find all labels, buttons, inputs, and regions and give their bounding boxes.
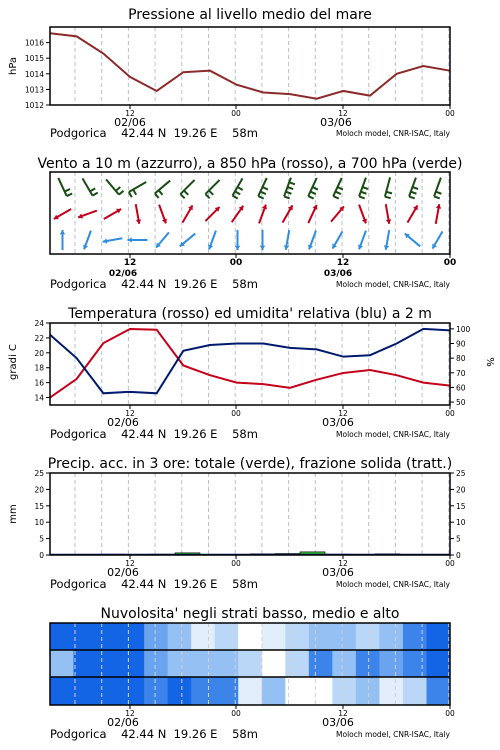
x-tick-label: 12	[125, 409, 135, 418]
pressure-location: Podgorica 42.44 N 19.26 E 58m	[50, 126, 258, 140]
wind-barb	[260, 192, 265, 195]
wind-barb	[335, 192, 340, 195]
wind-barb	[235, 191, 240, 194]
pressure-frame	[50, 27, 450, 105]
wind-barb	[361, 192, 367, 194]
temperature-series-line	[50, 329, 450, 398]
wind-barb	[411, 192, 417, 194]
x-tick-label: 12	[338, 409, 348, 418]
wind-xticks	[124, 254, 457, 268]
wind-barb	[116, 187, 121, 191]
wind-barb	[434, 196, 440, 198]
cloud-cell	[50, 650, 74, 677]
wind-barb	[119, 191, 124, 195]
temp-yticks-right	[450, 325, 471, 407]
x-tick-label: 00	[231, 409, 241, 418]
precip-xticks	[125, 555, 455, 568]
cloud-cell	[97, 677, 121, 705]
cloud-cell	[121, 650, 145, 677]
precip-date-2: 03/06	[322, 566, 354, 579]
wind-barb	[90, 188, 95, 191]
wind-barb	[159, 190, 163, 195]
y-tick-label: 5	[39, 534, 44, 544]
wind-barb	[184, 191, 188, 195]
cloud-cell	[74, 623, 98, 650]
pressure-credit: Moloch model, CNR-ISAC, Italy	[336, 129, 450, 138]
x-tick-label: 12	[125, 109, 135, 118]
wind-arrow-shaft	[83, 178, 93, 195]
pressure-yticks	[25, 39, 50, 110]
wind-barb	[133, 190, 136, 195]
cloud-cell	[332, 677, 356, 705]
cloud-date-1: 02/06	[107, 716, 139, 729]
wind-barb	[313, 187, 318, 190]
pressure-title: Pressione al livello medio del mare	[128, 7, 372, 23]
x-tick-label: 12	[125, 709, 135, 718]
pressure-grid	[75, 27, 449, 105]
x-tick-label: 00	[229, 258, 243, 268]
temp-date-2: 03/06	[322, 416, 354, 429]
x-tick-label: 12	[338, 559, 348, 568]
wind-arrow-shaft	[58, 178, 66, 196]
cloud-cell	[426, 677, 450, 705]
y-tick-label: 15	[456, 501, 466, 511]
cloud-cell	[426, 650, 450, 677]
cloud-cell	[191, 677, 215, 705]
y-tick-label-right: 90	[456, 339, 466, 349]
y-tick-label: 24	[34, 319, 44, 328]
wind-barb	[386, 192, 392, 194]
precip-title: Precip. acc. in 3 ore: totale (verde), frazione solida (tratt.)	[47, 456, 453, 472]
wind-location: Podgorica 42.44 N 19.26 E 58m	[50, 277, 258, 291]
wind-barb	[289, 182, 295, 184]
x-tick-label: 12	[338, 109, 348, 118]
temp-location: Podgorica 42.44 N 19.26 E 58m	[50, 427, 258, 441]
precip-grid	[75, 473, 449, 555]
cloud-cell	[74, 677, 98, 705]
y-tick-label: 25	[456, 469, 466, 478]
wind-barb	[238, 187, 243, 190]
wind-barb	[286, 192, 292, 194]
x-tick-label: 00	[231, 109, 241, 118]
y-tick-label: 20	[34, 348, 44, 358]
wind-barb	[67, 194, 72, 197]
precip-yticks-left	[34, 469, 50, 560]
y-tick-label: 5	[456, 534, 461, 544]
cloud-cell	[238, 650, 262, 677]
pressure-panel	[8, 7, 455, 140]
temp-ylabel-left: gradi C	[8, 344, 19, 380]
precip-ylabel: mm	[8, 504, 19, 524]
cloud-cell	[379, 650, 403, 677]
wind-barb	[363, 187, 369, 189]
cloud-cell	[403, 623, 427, 650]
cloud-cell	[309, 623, 333, 650]
wind-barb	[180, 194, 184, 198]
cloud-cell	[144, 677, 168, 705]
wind-arrow-head	[260, 246, 265, 250]
cloud-cell	[332, 650, 356, 677]
wind-marks	[54, 177, 443, 250]
cloud-cell	[168, 650, 192, 677]
y-tick-label: 20	[456, 485, 466, 495]
y-tick-label: 16	[34, 378, 44, 388]
precip-credit: Moloch model, CNR-ISAC, Italy	[336, 580, 450, 589]
x-tick-label: 00	[231, 559, 241, 568]
y-tick-label-right: 70	[456, 368, 466, 378]
wind-barb	[409, 196, 415, 198]
x-tick-label: 12	[123, 258, 137, 268]
wind-barb	[359, 196, 365, 198]
wind-barb	[385, 197, 391, 199]
y-tick-label: 0	[456, 551, 461, 560]
y-tick-label-right: 60	[456, 383, 466, 393]
cloud-credit: Moloch model, CNR-ISAC, Italy	[336, 730, 450, 739]
x-tick-label: 00	[231, 709, 241, 718]
cloud-cell	[144, 623, 168, 650]
wind-barb	[263, 187, 268, 190]
temp-xticks	[125, 405, 455, 418]
cloud-cell	[262, 677, 286, 705]
cloud-cell	[309, 677, 333, 705]
y-tick-label: 25	[34, 469, 44, 478]
precip-date-1: 02/06	[107, 566, 139, 579]
cloud-cell	[262, 623, 286, 650]
wind-arrow-head	[60, 230, 65, 234]
cloud-cell	[97, 623, 121, 650]
temp-credit: Moloch model, CNR-ISAC, Italy	[336, 430, 450, 439]
x-tick-label: 00	[445, 709, 455, 718]
wind-arrow-shaft	[155, 181, 170, 194]
wind-arrow-shaft	[385, 177, 390, 196]
y-tick-label: 10	[34, 518, 44, 528]
wind-barb	[310, 192, 315, 195]
cloud-xticks	[125, 705, 455, 718]
cloud-cell	[379, 677, 403, 705]
wind-arrow-shaft	[129, 182, 146, 192]
wind-panel	[37, 156, 462, 291]
cloud-cell	[403, 677, 427, 705]
cloud-cell	[144, 650, 168, 677]
y-tick-label: 10	[456, 518, 466, 528]
temp-title: Temperatura (rosso) ed umidita' relativa (blu) a 2 m	[68, 306, 432, 322]
x-tick-label: 00	[445, 109, 455, 118]
cloud-location: Podgorica 42.44 N 19.26 E 58m	[50, 727, 258, 741]
y-tick-label-right: 80	[456, 354, 466, 364]
wind-arrow-shaft	[205, 180, 219, 194]
cloud-panel	[50, 606, 455, 741]
pressure-ylabel: hPa	[8, 56, 19, 76]
y-tick-label: 20	[34, 485, 44, 495]
wind-barb	[65, 189, 70, 192]
y-tick-label: 1013	[24, 85, 44, 95]
wind-barb	[436, 192, 442, 194]
cloud-cell	[403, 650, 427, 677]
cloud-cells	[50, 623, 451, 705]
cloud-cell	[309, 650, 333, 677]
wind-arrow-shaft	[106, 179, 119, 194]
pressure-date-2: 03/06	[320, 116, 352, 129]
wind-date-1: 02/06	[108, 269, 138, 279]
wind-barb	[233, 196, 238, 199]
wind-credit: Moloch model, CNR-ISAC, Italy	[336, 280, 450, 289]
y-tick-label-right: 100	[456, 324, 471, 334]
x-tick-label: 12	[336, 258, 350, 268]
pressure-date-1: 02/06	[114, 116, 146, 129]
x-tick-label: 12	[338, 709, 348, 718]
cloud-cell	[238, 677, 262, 705]
cloud-cell	[262, 650, 286, 677]
y-tick-label: 1012	[24, 101, 44, 110]
temp-ylabel-right: %	[484, 357, 495, 367]
wind-barb	[308, 196, 313, 199]
y-tick-label-right: 50	[456, 398, 466, 408]
cloud-cell	[168, 623, 192, 650]
cloud-cell	[97, 650, 121, 677]
x-tick-label: 00	[445, 559, 455, 568]
cloud-cell	[121, 677, 145, 705]
pressure-xticks	[125, 105, 455, 118]
y-tick-label: 1016	[24, 38, 44, 48]
wind-barb	[258, 196, 263, 199]
precip-yticks-right	[450, 469, 466, 560]
wind-barb	[205, 194, 209, 198]
temp-date-1: 02/06	[107, 416, 139, 429]
y-tick-label: 14	[34, 393, 44, 403]
temp-yticks-left	[34, 319, 50, 403]
wind-barb	[93, 193, 98, 196]
wind-barb	[413, 187, 419, 189]
y-tick-label: 15	[34, 501, 44, 511]
precip-panel	[8, 456, 466, 591]
y-tick-label: 1015	[24, 54, 44, 64]
x-tick-label: 12	[125, 559, 135, 568]
cloud-cell	[168, 677, 192, 705]
pressure-series-line	[50, 33, 450, 99]
cloud-cell	[356, 623, 380, 650]
wind-barb	[333, 196, 338, 199]
y-tick-label: 1014	[24, 69, 44, 79]
x-tick-label: 00	[443, 258, 457, 268]
y-tick-label: 22	[34, 333, 44, 343]
wind-arrow-shaft	[180, 180, 194, 194]
y-tick-label: 18	[34, 363, 44, 373]
x-tick-label: 00	[445, 409, 455, 418]
cloud-cell	[191, 650, 215, 677]
wind-barb	[129, 192, 132, 197]
y-tick-label: 0	[39, 551, 44, 560]
cloud-cell	[121, 623, 145, 650]
cloud-cell	[332, 623, 356, 650]
wind-date-2: 03/06	[323, 269, 353, 279]
precip-location: Podgorica 42.44 N 19.26 E 58m	[50, 577, 258, 591]
precip-frame	[50, 473, 450, 555]
cloud-cell	[50, 623, 74, 650]
cloud-cell	[238, 623, 262, 650]
cloud-cell	[356, 650, 380, 677]
cloud-date-2: 03/06	[322, 716, 354, 729]
cloud-cell	[379, 623, 403, 650]
cloud-cell	[74, 650, 98, 677]
cloud-title: Nuvolosita' negli strati basso, medio e alto	[100, 606, 400, 622]
cloud-cell	[191, 623, 215, 650]
cloud-cell	[50, 677, 74, 705]
temp-panel	[8, 306, 495, 441]
wind-barb	[209, 191, 213, 195]
wind-title: Vento a 10 m (azzurro), a 850 hPa (rosso), a 700 hPa (verde)	[37, 156, 463, 172]
cloud-cell	[426, 623, 450, 650]
cloud-cell	[356, 677, 380, 705]
